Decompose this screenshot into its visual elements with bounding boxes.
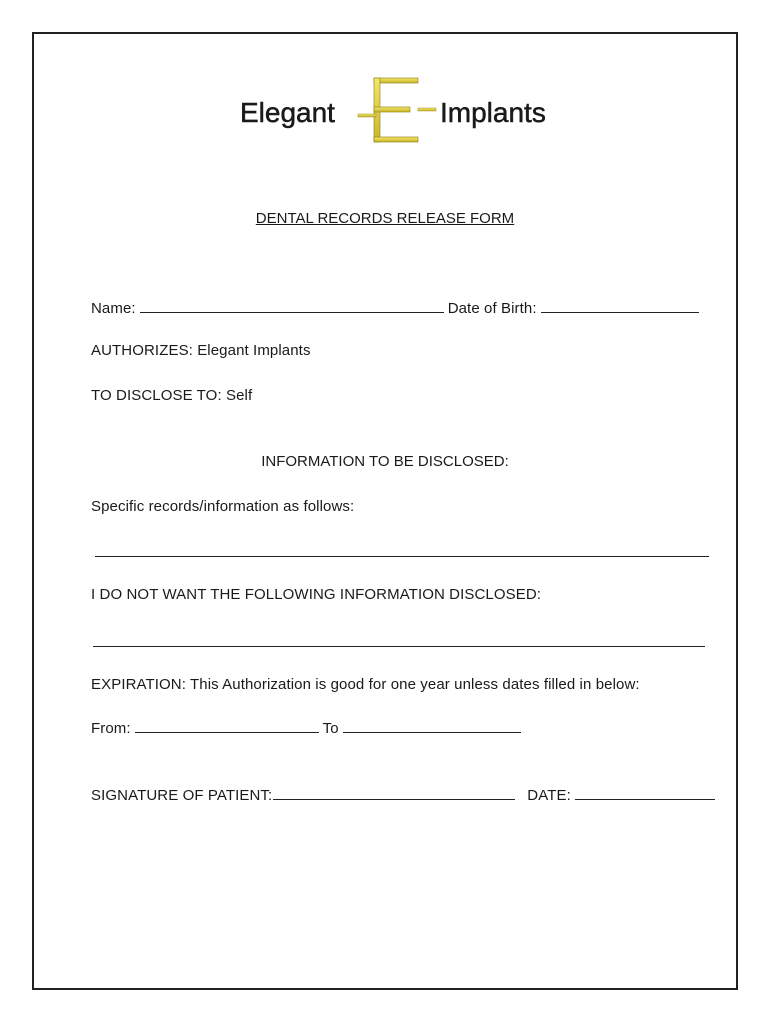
dob-label: Date of Birth: [447, 300, 537, 317]
signature-row [91, 786, 719, 804]
from-label: From: [91, 720, 131, 737]
logo-text-left: Elegant [240, 97, 335, 128]
logo-e-mark [358, 78, 436, 142]
expiration-text: EXPIRATION: This Authorization is good for one year unless dates filled in below: [91, 676, 640, 693]
logo-text-right: Implants [440, 97, 546, 128]
to-label: To [322, 720, 339, 737]
name-field[interactable] [140, 299, 444, 313]
not-disclosed-field[interactable] [93, 646, 705, 647]
signature-label: SIGNATURE OF PATIENT: [91, 787, 273, 804]
signature-field[interactable] [273, 786, 515, 800]
info-heading: INFORMATION TO BE DISCLOSED: [261, 453, 509, 470]
company-logo [240, 74, 570, 146]
date-label: DATE: [527, 787, 571, 804]
specific-records-field[interactable] [95, 556, 709, 557]
authorizes-text: AUTHORIZES: Elegant Implants [91, 342, 311, 359]
name-label: Name: [91, 300, 136, 317]
date-field[interactable] [575, 786, 715, 800]
form-title: DENTAL RECORDS RELEASE FORM [255, 210, 515, 227]
to-field[interactable] [343, 719, 521, 733]
specific-records-label: Specific records/information as follows: [91, 498, 355, 515]
not-disclosed-label: I DO NOT WANT THE FOLLOWING INFORMATION DISCLOSED: [91, 586, 542, 603]
disclose-to-text: TO DISCLOSE TO: Self [91, 387, 253, 404]
dob-field[interactable] [541, 299, 699, 313]
name-row [91, 299, 703, 317]
from-field[interactable] [135, 719, 319, 733]
date-range-row [91, 719, 525, 737]
